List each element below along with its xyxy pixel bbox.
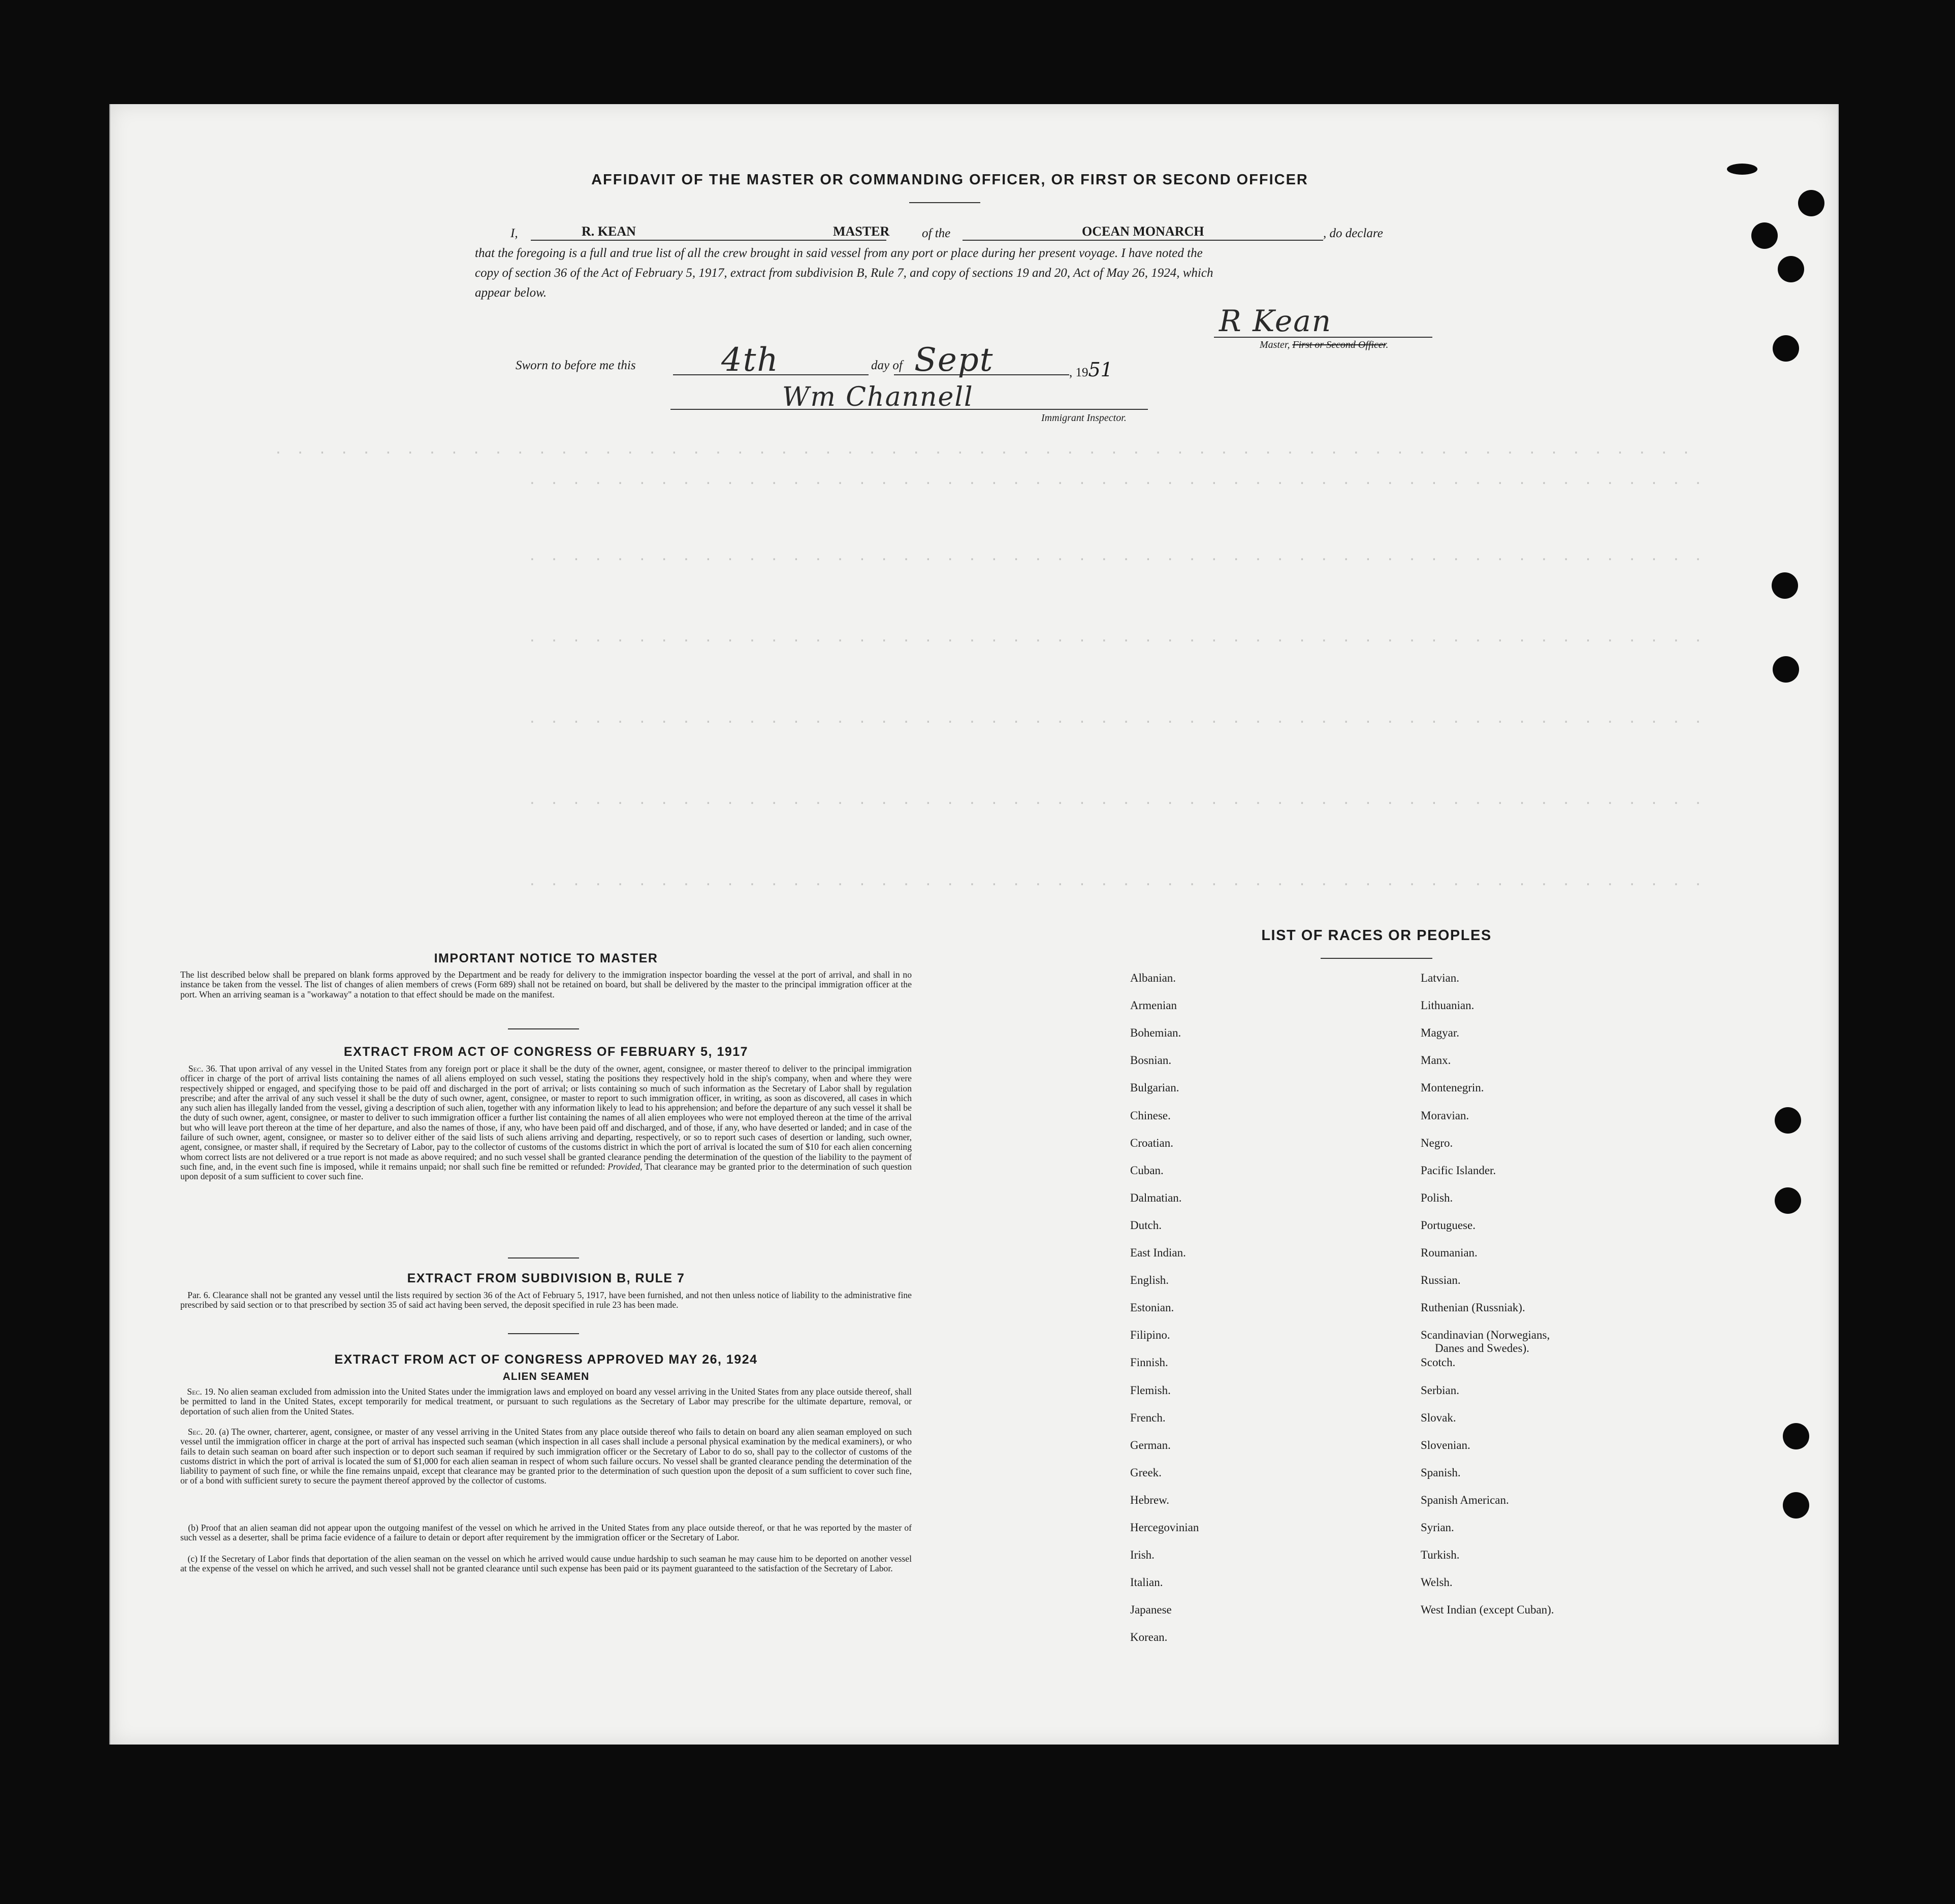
- race-item: Ruthenian (Russniak).: [1421, 1301, 1525, 1314]
- master-name: R. KEAN: [582, 224, 636, 239]
- notice-title: IMPORTANT NOTICE TO MASTER: [434, 951, 658, 965]
- section-20-label: Sec. 20.: [187, 1427, 217, 1437]
- race-item: Pacific Islander.: [1421, 1164, 1496, 1177]
- declaration-line-3: copy of section 36 of the Act of February 5, 1917, extract from subdivision B, Rule 7, and copy of sections 19 and 20, Act of May 26, 1924, which: [475, 266, 1213, 280]
- race-item: French.: [1130, 1411, 1166, 1424]
- section-rule: [508, 1028, 579, 1029]
- extract-rule7-title: EXTRACT FROM SUBDIVISION B, RULE 7: [407, 1271, 685, 1285]
- alien-seamen-subtitle: ALIEN SEAMEN: [502, 1371, 590, 1382]
- race-item: Slovak.: [1421, 1411, 1456, 1424]
- declaration-block: [475, 223, 1435, 303]
- bleed-through-text: . . . . . . . . . . . . . . . . . . . . . . . . . . . . . . . . . . . . . . . . . . . . . . . . . . . . . .: [528, 472, 1705, 488]
- race-item: East Indian.: [1130, 1246, 1186, 1259]
- race-item: Irish.: [1130, 1548, 1155, 1562]
- section-20b-text: [180, 1523, 912, 1543]
- section-20c-body: (c) If the Secretary of Labor finds that deportation of the alien seaman on the vessel on which he arrived would cause undue hardship to such seaman he may cause him to be deported on another vessel at the expense of the vessel on which he arrived, and such vessel shall not be granted clearance until such expense has been paid or its payment guaranteed to the satisfaction of the Secretary of Labor.: [180, 1554, 912, 1574]
- inspector-signature: Wm Channell: [782, 382, 974, 412]
- bleed-through-text: . . . . . . . . . . . . . . . . . . . . . . . . . . . . . . . . . . . . . . . . . . . . . . . . . . . . . .: [528, 548, 1705, 564]
- punch-hole: [1783, 1423, 1809, 1449]
- punch-hole: [1775, 1187, 1801, 1214]
- extract-1924-title: EXTRACT FROM ACT OF CONGRESS APPROVED MAY 26, 1924: [334, 1352, 758, 1367]
- race-item: Portuguese.: [1421, 1218, 1476, 1232]
- year-handwritten: 51: [1088, 359, 1113, 381]
- race-item: Japanese: [1130, 1603, 1172, 1617]
- race-item: Greek.: [1130, 1466, 1162, 1479]
- race-item: Albanian.: [1130, 972, 1176, 984]
- race-item: Bosnian.: [1130, 1054, 1172, 1067]
- signature-caption: [1260, 339, 1388, 351]
- punch-hole: [1751, 222, 1778, 249]
- races-rule: [1321, 958, 1432, 959]
- declaration-line-2: that the foregoing is a full and true list of all the crew brought in said vessel from any port or place during her present voyage. I have noted the: [475, 246, 1203, 260]
- declaration-line-4: appear below.: [475, 286, 547, 300]
- race-item: Latvian.: [1421, 972, 1459, 984]
- do-declare-label: , do declare: [1323, 227, 1383, 240]
- race-item: Finnish.: [1130, 1356, 1168, 1369]
- extract-rule7-text: [180, 1290, 912, 1310]
- caption-master: Master,: [1260, 339, 1293, 350]
- affidavit-title: AFFIDAVIT OF THE MASTER OR COMMANDING OFFICER, OR FIRST OR SECOND OFFICER: [591, 172, 1308, 188]
- section-rule: [508, 1333, 579, 1334]
- provided-word: Provided,: [607, 1161, 643, 1172]
- bleed-through-text: . . . . . . . . . . . . . . . . . . . . . . . . . . . . . . . . . . . . . . . . . . . . . . . . . . . . . .: [528, 630, 1705, 645]
- race-item: Armenian: [1130, 999, 1177, 1012]
- year-label: , 1951: [1069, 359, 1113, 381]
- punch-hole: [1798, 190, 1824, 216]
- race-item: Cuban.: [1130, 1164, 1164, 1177]
- section-19-body: No alien seaman excluded from admission into the United States under the immigration laws and employed on board any vessel arriving in the United States from any place outside thereof, shall be permitted to land in the United States, except temporarily for medical treatment, or pursuant to such regulations as the Secretary of Labor may prescribe for the ultimate departure, removal, or deportation of such alien from the United States.: [180, 1386, 912, 1416]
- inspector-label: Immigrant Inspector.: [1041, 412, 1127, 424]
- race-item: West Indian (except Cuban).: [1421, 1603, 1554, 1617]
- punch-hole: [1783, 1492, 1809, 1519]
- race-item: Manx.: [1421, 1054, 1451, 1067]
- caption-struck: First or Second Officer: [1292, 339, 1386, 350]
- section-36-tail: That clearance may be granted prior to the determination of such question upon deposit of a sum sufficient to cover such fine.: [180, 1161, 912, 1182]
- punch-hole: [1772, 572, 1798, 599]
- race-item: Spanish.: [1421, 1466, 1461, 1479]
- race-item: Korean.: [1130, 1631, 1168, 1644]
- race-item: Dutch.: [1130, 1218, 1162, 1232]
- race-item: Estonian.: [1130, 1301, 1174, 1314]
- punch-hole: [1773, 656, 1799, 683]
- rank: MASTER: [833, 224, 890, 239]
- extract-1917-text: [180, 1064, 912, 1182]
- race-item: Lithuanian.: [1421, 999, 1475, 1012]
- sworn-day: 4th: [721, 341, 779, 379]
- race-item: Bohemian.: [1130, 1026, 1181, 1040]
- bleed-through-text: . . . . . . . . . . . . . . . . . . . . . . . . . . . . . . . . . . . . . . . . . . . . . . . . . . . . . . . . . . . . . . . . .: [274, 442, 1693, 457]
- race-item: Syrian.: [1421, 1521, 1454, 1534]
- race-item: Roumanian.: [1421, 1246, 1478, 1259]
- bleed-through-text: . . . . . . . . . . . . . . . . . . . . . . . . . . . . . . . . . . . . . . . . . . . . . . . . . . . . . .: [528, 874, 1705, 889]
- race-item: Dalmatian.: [1130, 1191, 1182, 1204]
- declaration-line-1: [475, 223, 1435, 243]
- year-prefix: 19: [1075, 366, 1088, 379]
- races-title: LIST OF RACES OR PEOPLES: [1261, 927, 1492, 944]
- race-item: Magyar.: [1421, 1026, 1460, 1040]
- section-20a-body: (a) The owner, charterer, agent, consignee, or master of any vessel arriving in the United States from any place outside thereof who fails to detain on board any alien seaman employed on such vessel until the immigration officer in charge at the port of arrival has inspected such seaman (which inspection in all cases shall include a personal physical examination by the medical examiners), or who fails to detain such seaman on board after such inspection or to deport such seaman if required by such immigration officer or the Secretary of Labor to do so, shall pay to the collector of customs of the customs district in which the port of arrival is located the sum of $1,000 for each alien seaman in respect of whom such failure occurs. No vessel shall be granted clearance pending the determination of the liability to payment of such fine, or while the fine remains unpaid, except that clearance may be granted prior to the determination of such question upon the deposit of a sum sufficient to cover such fine, or of a bond with sufficient surety to secure the payment thereof approved by the collector of customs.: [180, 1427, 912, 1486]
- section-19-text: [180, 1387, 912, 1416]
- notice-text: The list described below shall be prepared on blank forms approved by the Department and be ready for delivery to the immigration inspector boarding the vessel at the port of arrival, and shall in no instance be taken from the vessel. The list of changes of alien members of crews (Form 689) shall not be retained on board, but shall be delivered by the master to the principal immigration officer at the port. When an arriving seaman is a "workaway" a notation to that effect should be made on the manifest.: [180, 970, 912, 999]
- race-item: Montenegrin.: [1421, 1081, 1484, 1094]
- section-19-label: Sec. 19.: [187, 1386, 216, 1397]
- race-item: Hercegovinian: [1130, 1521, 1199, 1534]
- section-36-body: That upon arrival of any vessel in the United States from any foreign port or place it shall be the duty of the owner, agent, consignee, or master thereof to deliver to the principal immigration officer in charge of the port of arrival lists containing the names of all aliens employed on such vessel, stating the positions they respectively hold in the ship's company, when and where they were respectively shipped or engaged, and specifying those to be paid off and discharged in the port of arrival; or lists containing so much of such information as the Secretary of Labor shall by regulation prescribe; and after the arrival of any such vessel it shall be the duty of such owner, agent, consignee, or master to report to such immigration officer, in writing, as soon as discovered, all cases in which any such alien has illegally landed from the vessel, giving a description of such alien, together with any information likely to lead to his apprehension; and before the departure of any such vessel it shall be the duty of such owner, agent, consignee, or master to deliver to such immigration officer a further list containing the names of all alien employees who were not employed thereon at the time of the arrival but who will leave port thereon at the time of her departure, and also the names of those, if any, who have been paid off and discharged, and of those, if any, who have deserted or landed; and in case of the failure of such owner, agent, consignee, or master so to deliver either of the said lists of such aliens arriving and departing, respectively, or so to report such cases of desertion or landing, such owner, agent, consignee, or master shall, if required by the Secretary of Labor, pay to the collector of customs of the customs district in which the port of arrival is located the sum of $10 for each alien concerning whom correct lists are not delivered or a true report is not made as above required; and no such vessel shall be granted clearance pending the determination of the question of the liability to the payment of such fine, and, in the event such fine is imposed, while it remains unpaid; nor shall such fine be remitted or refunded:: [180, 1063, 912, 1172]
- race-item: Danes and Swedes).: [1435, 1342, 1529, 1355]
- race-item: Scandinavian (Norwegians,: [1421, 1329, 1550, 1342]
- punch-hole: [1773, 335, 1799, 362]
- race-item: Bulgarian.: [1130, 1081, 1179, 1094]
- vessel-name: OCEAN MONARCH: [1082, 224, 1204, 239]
- race-item: Turkish.: [1421, 1548, 1460, 1562]
- race-item: Negro.: [1421, 1136, 1453, 1149]
- punch-hole: [1775, 1107, 1801, 1134]
- day-of-label: day of: [871, 359, 903, 372]
- race-item: Italian.: [1130, 1576, 1163, 1589]
- section-20a-text: [180, 1427, 912, 1486]
- race-item: Chinese.: [1130, 1109, 1171, 1122]
- race-item: Scotch.: [1421, 1356, 1456, 1369]
- par-6-body: Clearance shall not be granted any vessel until the lists required by section 36 of the Act of February 5, 1917, have been furnished, and not then unless notice of liability to the administrative fine prescribed by said section or to that prescribed by section 35 of said act having been served, the deposit specified in rule 23 has been made.: [180, 1290, 912, 1310]
- master-signature: R Kean: [1219, 304, 1332, 338]
- race-item: Hebrew.: [1130, 1493, 1170, 1506]
- race-item: Slovenian.: [1421, 1438, 1470, 1451]
- race-item: Spanish American.: [1421, 1493, 1509, 1506]
- race-item: Russian.: [1421, 1274, 1461, 1287]
- caption-period: .: [1386, 339, 1389, 350]
- race-item: German.: [1130, 1438, 1171, 1451]
- punch-hole: [1727, 164, 1757, 175]
- section-rule: [508, 1257, 579, 1258]
- of-the-label: of the: [922, 227, 951, 240]
- extract-1917-title: EXTRACT FROM ACT OF CONGRESS OF FEBRUARY 5, 1917: [343, 1045, 749, 1059]
- bleed-through-text: . . . . . . . . . . . . . . . . . . . . . . . . . . . . . . . . . . . . . . . . . . . . . . . . . . . . . .: [528, 792, 1705, 808]
- race-item: Filipino.: [1130, 1329, 1170, 1342]
- sworn-label: Sworn to before me this: [516, 359, 636, 372]
- section-20b-body: (b) Proof that an alien seaman did not appear upon the outgoing manifest of the vessel on which he arrived in the United States from any place outside thereof, or that he was reported by the master of such vessel as a deserter, shall be prima facie evidence of a failure to detain or deport after requirement by the immigration officer or the Secretary of Labor.: [180, 1523, 912, 1543]
- punch-hole: [1778, 256, 1804, 282]
- bleed-through-text: . . . . . . . . . . . . . . . . . . . . . . . . . . . . . . . . . . . . . . . . . . . . . . . . . . . . . .: [528, 711, 1705, 726]
- par-6-label: Par. 6.: [187, 1290, 210, 1300]
- race-item: Croatian.: [1130, 1136, 1173, 1149]
- race-item: Polish.: [1421, 1191, 1453, 1204]
- race-item: English.: [1130, 1274, 1169, 1287]
- race-item: Serbian.: [1421, 1383, 1460, 1397]
- sworn-month: Sept: [914, 341, 994, 379]
- race-item: Flemish.: [1130, 1383, 1171, 1397]
- section-36-label: Sec. 36.: [188, 1063, 217, 1074]
- race-item: Welsh.: [1421, 1576, 1453, 1589]
- race-item: Moravian.: [1421, 1109, 1469, 1122]
- section-20c-text: [180, 1554, 912, 1574]
- i-label: I,: [510, 227, 518, 240]
- title-rule: [909, 202, 980, 203]
